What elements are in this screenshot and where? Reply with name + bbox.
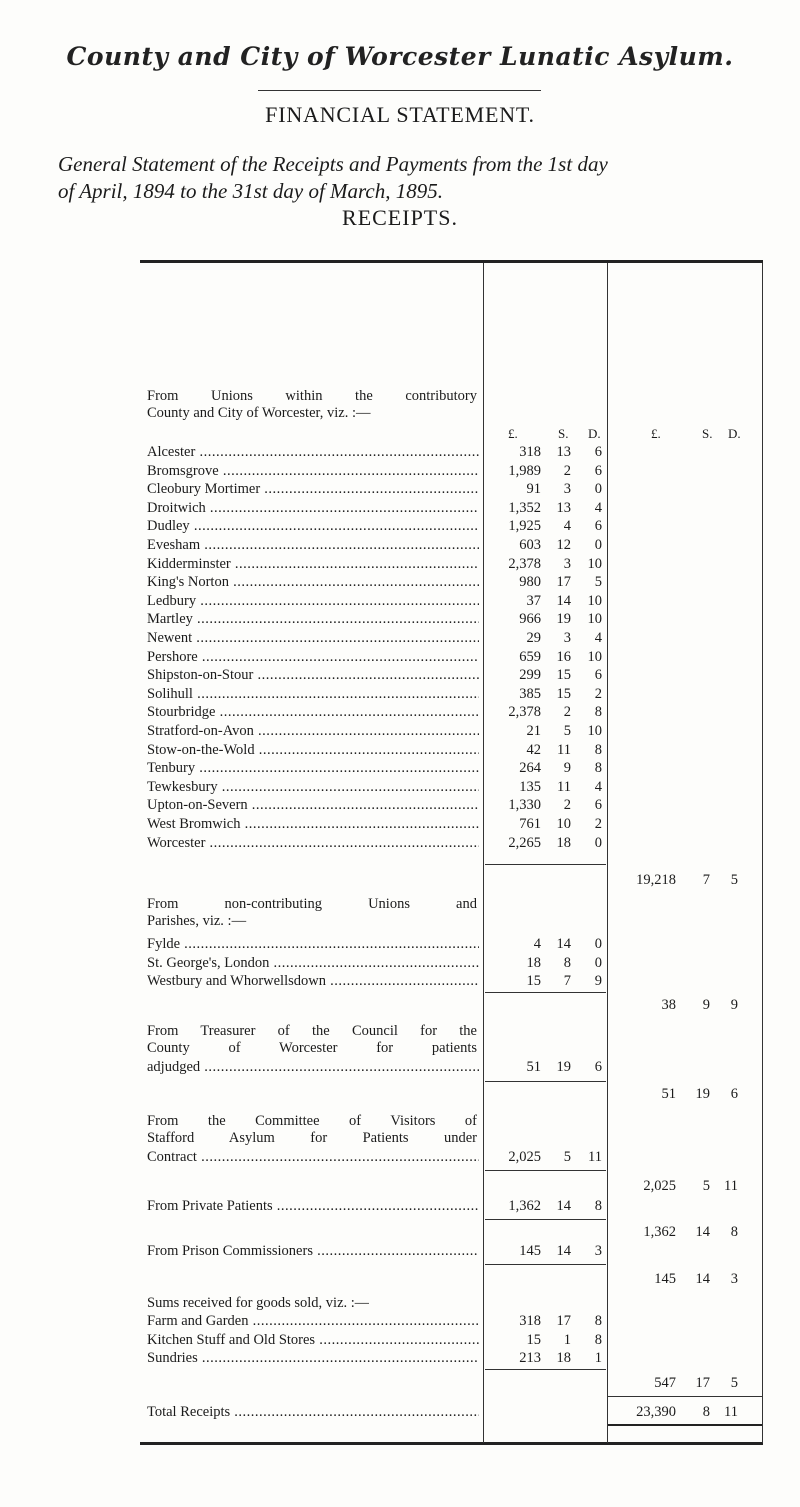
union-row-pence: 8 <box>594 760 602 777</box>
union-row-label: Tewkesbury ..... <box>147 778 479 796</box>
union-row-label: Dudley ..... <box>147 517 479 535</box>
unions-total-pence: 5 <box>730 872 738 888</box>
committee-subtotal-rule <box>485 1170 606 1171</box>
union-row-pounds: 37 <box>526 592 541 609</box>
unions-heading-line-2: County and City of Worcester, viz. :— <box>147 405 371 421</box>
union-row-pounds: 761 <box>519 816 541 832</box>
non-contributing-row-pence: 0 <box>594 936 602 952</box>
union-row-pounds: 91 <box>526 481 541 498</box>
union-row-pence: 8 <box>594 704 602 721</box>
total-receipts-pounds: 23,390 <box>636 1404 676 1420</box>
union-row-pounds: 385 <box>519 685 541 702</box>
goods-sold-row-pence: 8 <box>594 1313 602 1329</box>
union-row-pounds: 1,352 <box>508 499 541 516</box>
pence-header-2: D. <box>728 426 741 441</box>
committee-pounds: 2,025 <box>508 1149 541 1165</box>
union-row-shillings: 9 <box>563 760 571 777</box>
union-row-shillings: 2 <box>563 462 571 479</box>
union-row-shillings: 3 <box>563 630 571 646</box>
non-contributing-heading-line-1: From non-contributing Unions and <box>147 896 477 912</box>
non-contributing-total-pence: 9 <box>730 997 738 1013</box>
treasurer-pence: 6 <box>594 1059 602 1075</box>
union-row-pounds: 2,265 <box>508 834 541 851</box>
grand-total-double-rule <box>608 1424 762 1426</box>
union-row-label: Shipston-on-Stour ..... <box>147 666 479 684</box>
committee-entry <box>147 1113 477 1147</box>
union-row-pence: 8 <box>594 741 602 758</box>
shillings-header-2: S. <box>702 426 713 441</box>
receipts-heading: RECEIPTS. <box>342 205 458 230</box>
union-row-shillings: 15 <box>556 685 571 702</box>
union-row-pounds: 1,330 <box>508 797 541 814</box>
committee-total-shillings: 5 <box>702 1178 710 1194</box>
goods-sold-row-label: Sundries ..... <box>147 1349 479 1367</box>
goods-sold-row-pounds: 318 <box>519 1313 541 1329</box>
private-patients-total-pence: 8 <box>730 1224 738 1240</box>
union-row-label: Solihull ..... <box>147 685 479 703</box>
goods-sold-total-shillings: 17 <box>695 1375 710 1391</box>
committee-total-pence: 11 <box>724 1178 738 1194</box>
union-row-shillings: 3 <box>563 555 571 572</box>
union-row-label: Cleobury Mortimer ..... <box>147 480 479 498</box>
private-patients-pounds: 1,362 <box>508 1198 541 1214</box>
non-contributing-row-pence: 0 <box>594 954 602 971</box>
union-row-shillings: 18 <box>556 834 571 851</box>
prison-subtotal-rule <box>485 1264 606 1265</box>
pence-header-1: D. <box>588 426 601 441</box>
non-contributing-heading-line-2: Parishes, viz. :— <box>147 913 247 929</box>
union-row-pence: 0 <box>594 481 602 498</box>
union-row-label: Tenbury ..... <box>147 759 479 777</box>
title-underline <box>258 90 541 91</box>
goods-sold-row-pence: 1 <box>594 1350 602 1367</box>
union-row-shillings: 13 <box>556 444 571 460</box>
committee-line-3: Contract ..... <box>147 1148 479 1166</box>
committee-total-pounds: 2,025 <box>643 1178 676 1194</box>
union-row-shillings: 19 <box>556 611 571 628</box>
goods-sold-row-pence: 8 <box>594 1331 602 1348</box>
union-row-pence: 6 <box>594 797 602 814</box>
union-row-pounds: 42 <box>526 741 541 758</box>
shillings-header-1: S. <box>558 426 569 441</box>
total-receipts-shillings: 8 <box>702 1404 710 1420</box>
goods-sold-row-shillings: 18 <box>556 1350 571 1367</box>
union-row-pounds: 2,378 <box>508 555 541 572</box>
non-contributing-row-shillings: 7 <box>563 973 571 990</box>
goods-sold-row-shillings: 1 <box>563 1331 571 1348</box>
union-row-pounds: 980 <box>519 574 541 591</box>
unions-heading-line-1: From Unions within the contributory <box>147 388 477 404</box>
general-statement-line-1: General Statement of the Receipts and Payments from the 1st day <box>58 152 608 176</box>
prison-total-pounds: 145 <box>654 1271 676 1287</box>
union-row-shillings: 15 <box>556 667 571 684</box>
private-patients-total-pounds: 1,362 <box>643 1224 676 1240</box>
treasurer-line-1: From Treasurer of the Council for the <box>147 1023 477 1039</box>
union-row-pounds: 603 <box>519 537 541 553</box>
union-row-shillings: 16 <box>556 648 571 665</box>
union-row-label: Ledbury ..... <box>147 592 479 610</box>
total-receipts-label: Total Receipts ..... <box>147 1403 479 1421</box>
private-patients-label: From Private Patients ..... <box>147 1197 479 1215</box>
union-row-shillings: 10 <box>556 816 571 832</box>
non-contributing-row-pounds: 18 <box>526 954 541 971</box>
non-contributing-row-label: St. George's, London ..... <box>147 954 479 972</box>
union-row-shillings: 2 <box>563 797 571 814</box>
goods-sold-row-shillings: 17 <box>556 1313 571 1329</box>
union-row-pence: 10 <box>587 611 602 628</box>
union-row-label: Evesham ..... <box>147 536 479 554</box>
pounds-header-1: £. <box>508 426 518 441</box>
union-row-pounds: 21 <box>526 723 541 739</box>
union-row-label: Kidderminster ..... <box>147 555 479 573</box>
union-row-pence: 6 <box>594 462 602 479</box>
pounds-header-2: £. <box>651 426 661 441</box>
union-row-label: Alcester ..... <box>147 443 479 461</box>
table-top-rule <box>140 260 763 263</box>
non-contributing-row-label: Fylde ..... <box>147 935 479 953</box>
union-row-pence: 4 <box>594 778 602 795</box>
treasurer-total-pence: 6 <box>730 1086 738 1102</box>
union-row-pence: 4 <box>594 499 602 516</box>
goods-sold-total-pounds: 547 <box>654 1375 676 1391</box>
union-row-pence: 2 <box>594 816 602 832</box>
union-row-label: Droitwich ..... <box>147 499 479 517</box>
union-row-label: Newent ..... <box>147 629 479 647</box>
unions-subtotal-rule <box>485 864 606 865</box>
union-row-label: Stourbridge ..... <box>147 703 479 721</box>
union-row-pounds: 1,925 <box>508 518 541 535</box>
private-patients-total-shillings: 14 <box>695 1224 710 1240</box>
committee-shillings: 5 <box>563 1149 571 1165</box>
goods-sold-heading: Sums received for goods sold, viz. :— <box>147 1295 370 1311</box>
treasurer-entry <box>147 1023 477 1057</box>
union-row-shillings: 11 <box>557 778 571 795</box>
union-row-label: Martley ..... <box>147 610 479 628</box>
non-contributing-heading <box>147 896 477 930</box>
union-row-pence: 6 <box>594 518 602 535</box>
union-row-pence: 5 <box>594 574 602 591</box>
union-row-label: Pershore ..... <box>147 648 479 666</box>
non-contributing-subtotal-rule <box>485 992 606 993</box>
non-contributing-row-shillings: 8 <box>563 954 571 971</box>
union-row-shillings: 3 <box>563 481 571 498</box>
committee-line-2: Stafford Asylum for Patients under <box>147 1130 477 1146</box>
column-divider-2 <box>607 263 608 1443</box>
prison-total-pence: 3 <box>730 1271 738 1287</box>
column-divider-1 <box>483 263 484 1443</box>
unions-total-shillings: 7 <box>702 872 710 888</box>
non-contributing-row-pounds: 15 <box>526 973 541 990</box>
prison-pounds: 145 <box>519 1243 541 1259</box>
union-row-shillings: 17 <box>556 574 571 591</box>
union-row-pence: 0 <box>594 834 602 851</box>
private-patients-subtotal-rule <box>485 1219 606 1220</box>
union-row-pounds: 659 <box>519 648 541 665</box>
union-row-pence: 2 <box>594 685 602 702</box>
union-row-pounds: 966 <box>519 611 541 628</box>
non-contributing-total-pounds: 38 <box>661 997 676 1013</box>
treasurer-total-shillings: 19 <box>695 1086 710 1102</box>
union-row-pence: 10 <box>587 723 602 739</box>
union-row-label: Stratford-on-Avon ..... <box>147 722 479 740</box>
unions-heading <box>147 388 477 422</box>
union-row-pounds: 264 <box>519 760 541 777</box>
union-row-pence: 10 <box>587 555 602 572</box>
union-row-shillings: 2 <box>563 704 571 721</box>
right-border <box>762 263 763 1443</box>
union-row-label: Bromsgrove ..... <box>147 462 479 480</box>
goods-sold-total-pence: 5 <box>730 1375 738 1391</box>
goods-sold-row-label: Kitchen Stuff and Old Stores ..... <box>147 1331 479 1349</box>
private-patients-shillings: 14 <box>556 1198 571 1214</box>
treasurer-shillings: 19 <box>556 1059 571 1075</box>
union-row-pence: 10 <box>587 648 602 665</box>
committee-pence: 11 <box>588 1149 602 1165</box>
goods-sold-row-label: Farm and Garden ..... <box>147 1312 479 1330</box>
general-statement-line-2: of April, 1894 to the 31st day of March, 1895. <box>58 179 443 203</box>
union-row-shillings: 12 <box>556 537 571 553</box>
union-row-pounds: 135 <box>519 778 541 795</box>
treasurer-line-2: County of Worcester for patients <box>147 1040 477 1056</box>
union-row-pence: 4 <box>594 630 602 646</box>
union-row-pence: 10 <box>587 592 602 609</box>
union-row-shillings: 13 <box>556 499 571 516</box>
union-row-shillings: 14 <box>556 592 571 609</box>
union-row-label: King's Norton ..... <box>147 573 479 591</box>
non-contributing-row-shillings: 14 <box>556 936 571 952</box>
treasurer-line-3: adjudged ..... <box>147 1058 479 1076</box>
union-row-pence: 6 <box>594 444 602 460</box>
unions-total-pounds: 19,218 <box>636 872 676 888</box>
goods-sold-row-pounds: 213 <box>519 1350 541 1367</box>
union-row-pounds: 299 <box>519 667 541 684</box>
document-title: County and City of Worcester Lunatic Asylum. <box>66 42 734 71</box>
union-row-pounds: 2,378 <box>508 704 541 721</box>
prison-total-shillings: 14 <box>695 1271 710 1287</box>
committee-line-1: From the Committee of Visitors of <box>147 1113 477 1129</box>
non-contributing-row-label: Westbury and Whorwellsdown ..... <box>147 972 479 990</box>
general-statement <box>58 151 798 205</box>
union-row-label: Upton-on-Severn ..... <box>147 796 479 814</box>
goods-sold-subtotal-rule <box>485 1369 606 1370</box>
union-row-label: West Bromwich ..... <box>147 815 479 833</box>
union-row-shillings: 4 <box>563 518 571 535</box>
union-row-label: Worcester ..... <box>147 834 479 852</box>
union-row-pounds: 1,989 <box>508 462 541 479</box>
union-row-pounds: 318 <box>519 444 541 460</box>
goods-sold-row-pounds: 15 <box>526 1331 541 1348</box>
treasurer-pounds: 51 <box>526 1059 541 1075</box>
non-contributing-row-pence: 9 <box>594 973 602 990</box>
treasurer-subtotal-rule <box>485 1081 606 1082</box>
prison-pence: 3 <box>594 1243 602 1259</box>
union-row-shillings: 5 <box>563 723 571 739</box>
non-contributing-total-shillings: 9 <box>702 997 710 1013</box>
total-receipts-pence: 11 <box>724 1404 738 1420</box>
union-row-pounds: 29 <box>526 630 541 646</box>
prison-label: From Prison Commissioners ..... <box>147 1242 479 1260</box>
union-row-shillings: 11 <box>557 741 571 758</box>
union-row-pence: 6 <box>594 667 602 684</box>
prison-shillings: 14 <box>556 1243 571 1259</box>
non-contributing-row-pounds: 4 <box>533 936 541 952</box>
grand-total-rule <box>608 1396 762 1397</box>
union-row-label: Stow-on-the-Wold ..... <box>147 741 479 759</box>
table-bottom-rule <box>140 1442 763 1445</box>
financial-statement-heading: FINANCIAL STATEMENT. <box>265 102 535 127</box>
private-patients-pence: 8 <box>594 1198 602 1214</box>
treasurer-total-pounds: 51 <box>661 1086 676 1102</box>
union-row-pence: 0 <box>594 537 602 553</box>
